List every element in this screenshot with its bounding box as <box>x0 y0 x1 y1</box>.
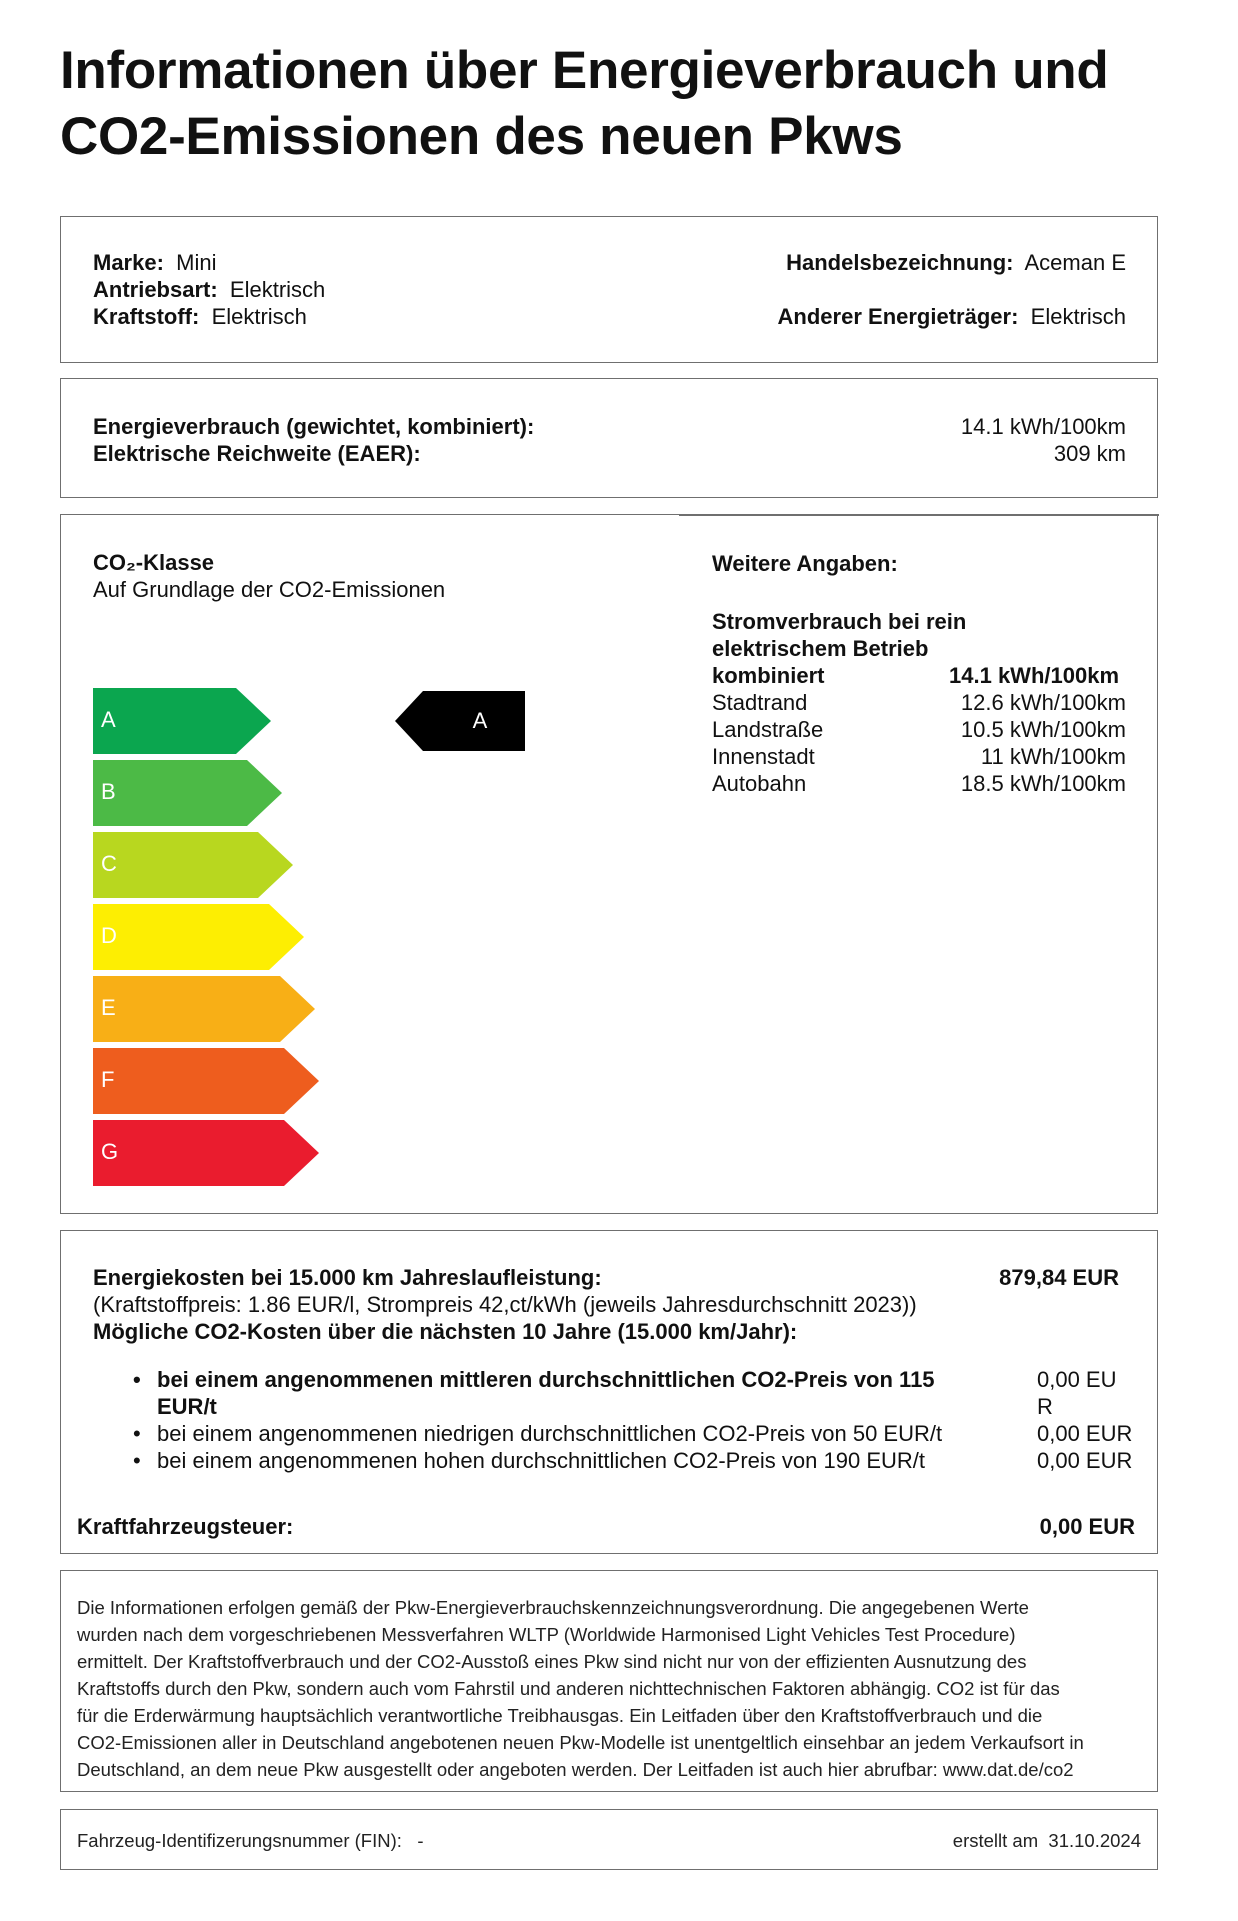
antrieb-value: Elektrisch <box>229 277 326 302</box>
disclaimer-line: Die Informationen erfolgen gemäß der Pkw-Energieverbrauchskennzeichnungsverordnung. Die angegebenen Werte <box>77 1597 1029 1618</box>
disclaimer-text <box>77 1594 1084 1783</box>
efficiency-bar-d <box>93 904 304 970</box>
stadtrand-label: Stadtrand <box>712 690 808 715</box>
efficiency-bar-a-shape <box>93 688 271 754</box>
kombiniert-label: kombiniert <box>712 663 825 688</box>
efficiency-bar-b-label: B <box>101 779 116 804</box>
page-title <box>60 38 1180 170</box>
co2-class-box <box>60 514 1158 1214</box>
kraftstoff-label: Kraftstoff: <box>93 304 200 329</box>
handel-row <box>786 249 1126 276</box>
energy-box <box>60 378 1158 498</box>
marke-value: Mini <box>176 250 217 275</box>
efficiency-bar-f <box>93 1048 319 1114</box>
efficiency-bar-g <box>93 1120 319 1186</box>
kombiniert-value: 14.1 kWh/100km <box>949 663 1119 688</box>
antrieb-row <box>93 276 325 303</box>
footer-box <box>60 1809 1158 1870</box>
niedrig-label: bei einem angenommenen niedrigen durchschnittlichen CO2-Preis von 50 EUR/t <box>157 1421 943 1446</box>
reichweite-value: 309 km <box>1053 441 1126 466</box>
mittel-line-2: EUR/t <box>157 1394 217 1419</box>
bullet-mittel-dot: • <box>133 1367 141 1392</box>
fin-label: Fahrzeug-Identifizerungsnummer (FIN): <box>77 1830 402 1851</box>
fin-row <box>77 1827 423 1854</box>
disclaimer-line: Kraftstoffs durch den Pkw, sondern auch vom Fahrstil und anderen nichttechnischen Faktoren abhängig. CO2 ist für das <box>77 1678 1060 1699</box>
innenstadt-value: 11 kWh/100km <box>980 744 1126 769</box>
strom-line-1: Stromverbrauch bei rein <box>712 609 967 634</box>
efficiency-bar-d-label: D <box>101 923 117 948</box>
current-class-label: A <box>472 708 488 733</box>
disclaimer-line: ermittelt. Der Kraftstoffverbrauch und der CO2-Ausstoß eines Pkw sind nicht nur von der effizienten Ausnutzung des <box>77 1651 1027 1672</box>
efficiency-bar-e <box>93 976 315 1042</box>
efficiency-bar-e-label: E <box>101 995 116 1020</box>
efficiency-bar-e-shape <box>93 976 315 1042</box>
strom-line-2: elektrischem Betrieb <box>712 636 929 661</box>
efficiency-bar-b <box>93 760 282 826</box>
title-line-2: CO2-Emissionen des neuen Pkws <box>60 107 903 166</box>
verbrauch-value: 14.1 kWh/100km <box>960 414 1126 439</box>
bullet-hoch-dot: • <box>133 1448 141 1473</box>
efficiency-bar-c-label: C <box>101 851 117 876</box>
energiekosten-label: Energiekosten bei 15.000 km Jahreslaufleistung: <box>93 1265 602 1290</box>
mittel-value-1: 0,00 EU <box>1037 1367 1117 1392</box>
mittel-value-2: R <box>1037 1394 1053 1419</box>
erstellt-row <box>953 1827 1141 1854</box>
divider <box>679 514 1159 516</box>
handel-label: Handelsbezeichnung: <box>786 250 1014 275</box>
antrieb-label: Antriebsart: <box>93 277 218 302</box>
bullet-niedrig-dot: • <box>133 1421 141 1446</box>
co2-class-heading: CO₂-Klasse <box>93 550 215 575</box>
efficiency-bar-a <box>93 688 271 754</box>
fin-value: - <box>417 1830 424 1851</box>
efficiency-bar-g-label: G <box>101 1139 119 1164</box>
preise-note: (Kraftstoffpreis: 1.86 EUR/l, Strompreis 42,ct/kWh (jeweils Jahresdurchschnitt 2023)) <box>93 1292 917 1317</box>
efficiency-bar-c <box>93 832 293 898</box>
anderer-label: Anderer Energieträger: <box>777 304 1019 329</box>
landstrasse-label: Landstraße <box>712 717 824 742</box>
efficiency-bar-d-shape <box>93 904 304 970</box>
kraftstoff-value: Elektrisch <box>211 304 307 329</box>
title-line-1: Informationen über Energieverbrauch und <box>60 41 1109 100</box>
disclaimer-box <box>60 1570 1158 1792</box>
innenstadt-label: Innenstadt <box>712 744 815 769</box>
hoch-label: bei einem angenommenen hohen durchschnittlichen CO2-Preis von 190 EUR/t <box>157 1448 925 1473</box>
autobahn-value: 18.5 kWh/100km <box>960 771 1126 796</box>
disclaimer-line: Deutschland, an dem neue Pkw ausgestellt oder angeboten werden. Der Leitfaden ist auch hier abrufbar: www.dat.de/co2 <box>77 1759 1074 1780</box>
co2kosten-label: Mögliche CO2-Kosten über die nächsten 10 Jahre (15.000 km/Jahr): <box>93 1319 798 1344</box>
steuer-value: 0,00 EUR <box>1039 1514 1135 1539</box>
costs-box <box>60 1230 1158 1554</box>
efficiency-bar-g-shape <box>93 1120 319 1186</box>
hoch-value: 0,00 EUR <box>1037 1448 1133 1473</box>
anderer-row <box>778 303 1126 330</box>
reichweite-label: Elektrische Reichweite (EAER): <box>93 441 421 466</box>
disclaimer-line: CO2-Emissionen aller in Deutschland angebotenen neuen Pkw-Modelle ist unentgeltlich einsehbar an jedem Verkaufsort in <box>77 1732 1084 1753</box>
current-class-indicator <box>395 691 525 751</box>
co2-class-subheading: Auf Grundlage der CO2-Emissionen <box>93 577 446 602</box>
mittel-line-1: bei einem angenommenen mittleren durchschnittlichen CO2-Preis von 115 <box>157 1367 935 1392</box>
verbrauch-label: Energieverbrauch (gewichtet, kombiniert): <box>93 414 535 439</box>
niedrig-value: 0,00 EUR <box>1037 1421 1133 1446</box>
efficiency-bar-f-label: F <box>101 1067 115 1092</box>
landstrasse-value: 10.5 kWh/100km <box>960 717 1126 742</box>
energiekosten-value: 879,84 EUR <box>999 1265 1119 1290</box>
efficiency-bar-a-label: A <box>101 707 116 732</box>
handel-value: Aceman E <box>1024 250 1126 275</box>
disclaimer-line: wurden nach dem vorgeschriebenen Messverfahren WLTP (Worldwide Harmonised Light Vehicles Test Procedure) <box>77 1624 1016 1645</box>
erstellt-label: erstellt am <box>952 1830 1039 1851</box>
marke-row <box>93 249 217 276</box>
weitere-heading: Weitere Angaben: <box>712 551 898 576</box>
steuer-label: Kraftfahrzeugsteuer: <box>77 1514 294 1539</box>
efficiency-bar-c-shape <box>93 832 293 898</box>
anderer-value: Elektrisch <box>1030 304 1126 329</box>
efficiency-bar-b-shape <box>93 760 282 826</box>
stadtrand-value: 12.6 kWh/100km <box>960 690 1126 715</box>
kraftstoff-row <box>93 303 307 330</box>
efficiency-bar-f-shape <box>93 1048 319 1114</box>
marke-label: Marke: <box>93 250 164 275</box>
disclaimer-line: für die Erderwärmung hauptsächlich verantwortliche Treibhausgas. Ein Leitfaden über den Kraftstoffverbrauch und die <box>77 1705 1043 1726</box>
vehicle-info-box <box>60 216 1158 363</box>
erstellt-value: 31.10.2024 <box>1048 1830 1141 1851</box>
autobahn-label: Autobahn <box>712 771 807 796</box>
